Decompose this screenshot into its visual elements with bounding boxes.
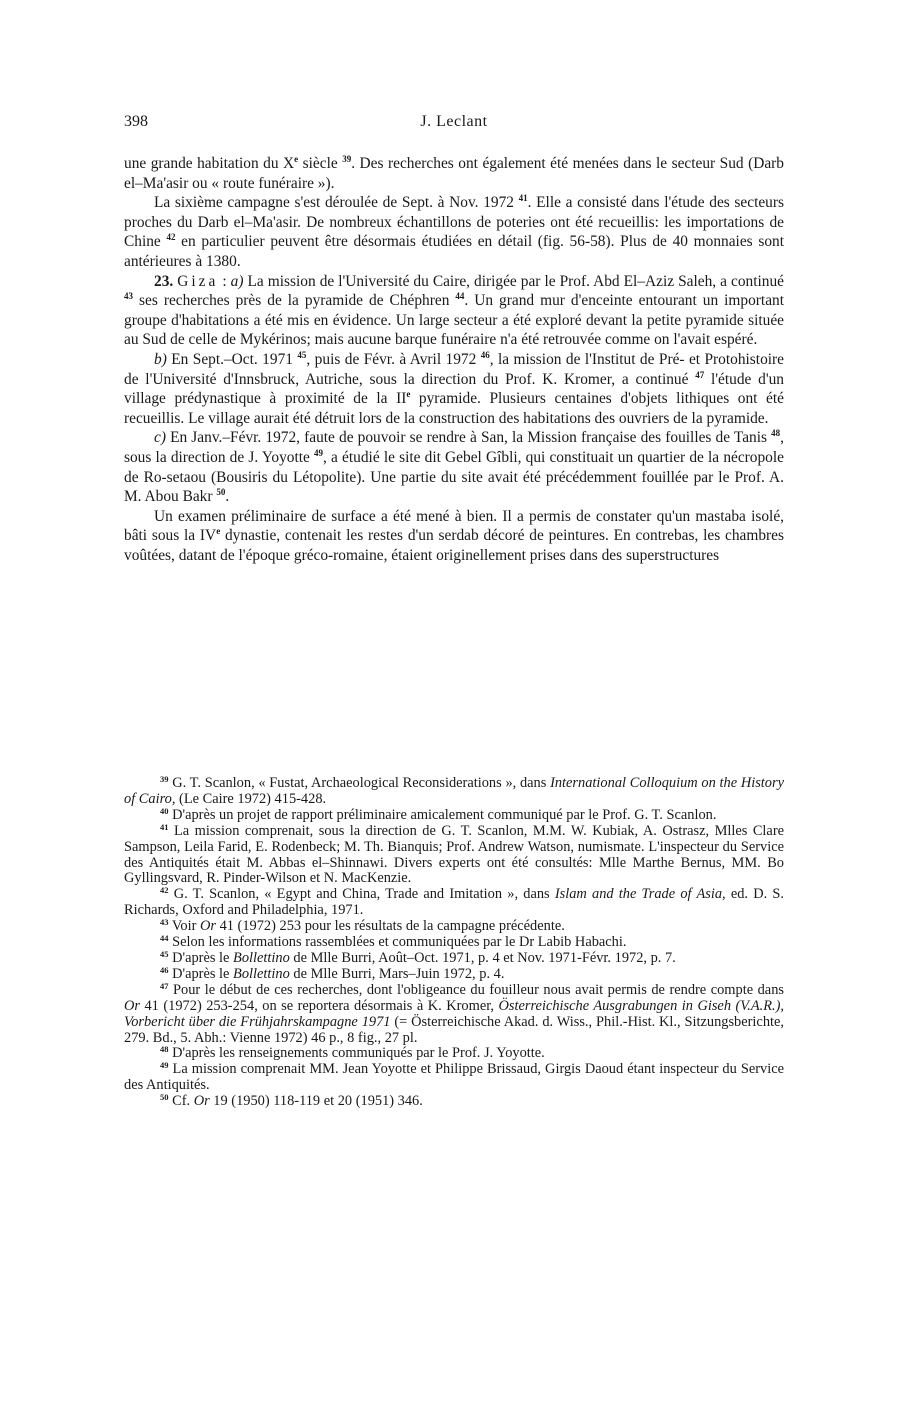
paragraph-6	[124, 507, 784, 566]
text-span: D'après les renseignements communiqués par le Prof. J. Yoyotte.	[168, 1045, 545, 1062]
italic-title: Or	[199, 918, 216, 935]
page-number: 398	[124, 113, 148, 130]
text-span: G. T. Scanlon, « Fustat, Archaeological Reconsiderations », dans	[168, 775, 551, 791]
italic-title: Österreichische Ausgrabungen in Giseh (V.A.R.), Vorbericht über die Frühjahrskampagne 1971	[124, 997, 784, 1030]
footnote-43	[124, 919, 784, 935]
footnote-number: 50	[160, 1092, 169, 1103]
text-span: Pour le début de ces recherches, dont l'obligeance du fouilleur nous avait permis de rendre compte dans	[168, 981, 784, 998]
footnote-46	[124, 964, 784, 983]
footnote-ref-46[interactable]: 46	[480, 349, 490, 360]
footnote-41	[124, 821, 784, 888]
italic-title: Or	[124, 997, 140, 1014]
footnote-ref-41[interactable]: 41	[518, 193, 528, 204]
text-span: de Mlle Burri, Mars–Juin 1972, p. 4.	[289, 965, 505, 982]
text-span: l'étude d'un village prédynastique à proximité de la II	[124, 370, 784, 408]
text-span: 41 (1972) 253 pour les résultats de la campagne précédente.	[215, 918, 565, 935]
text-span: de Mlle Burri, Août–Oct. 1971, p. 4 et Nov. 1971-Févr. 1972, p. 7.	[289, 949, 676, 966]
footnote-44	[124, 935, 784, 951]
footnote-ref-49[interactable]: 49	[314, 447, 324, 458]
text-span: . Elle a consisté dans l'étude des secteurs proches du Darb el–Ma'asir. De nombreux échantillons de poteries ont été recueillis: les importations de Chine	[124, 194, 784, 251]
footnote-50	[124, 1094, 784, 1110]
text-span: (Le Caire 1972) 415-428.	[175, 790, 327, 807]
footnote-45	[124, 948, 784, 967]
section-place: Giza	[177, 272, 219, 290]
footnote-ref-43[interactable]: 43	[124, 291, 133, 302]
italic-title: Bollettino	[233, 965, 290, 982]
text-span: 19 (1950) 118-119 et 20 (1951) 346.	[209, 1093, 423, 1110]
text-span: , la mission de l'Institut de Pré- et Protohistoire de l'Université d'Innsbruck, Autriche, sous la direction du Prof. K. Kromer, a continué	[124, 350, 784, 388]
superscript-e: e	[294, 154, 299, 164]
text-span: siècle	[298, 155, 343, 172]
superscript-e: e	[406, 389, 411, 400]
footnote-47	[124, 980, 784, 1047]
text-span: , a étudié le site dit Gebel Gîbli, qui constituait un quartier de la nécropole de Ro-setaou (Bousiris du Létopolite). Une partie du site avait été précédemment fouillée par le Prof. A. M. Abou Bakr	[124, 448, 784, 506]
footnote-number: 48	[160, 1044, 169, 1055]
text-span: . Un grand mur d'enceinte entourant un important groupe d'habitations a été mis en évidence. Un large secteur a été exploré devant la petite pyramide située au Sud de celle de Mykérinos; mais aucune barque funéraire n'a été retrouvée comme on l'avait espéré.	[124, 292, 784, 349]
text-span: en particulier peuvent être désormais étudiées en détail (fig. 56-58). Plus de 40 monnaies sont antérieures à 1380.	[124, 233, 784, 270]
italic-title: Islam and the Trade of Asia,	[554, 886, 726, 903]
footnote-ref-42[interactable]: 42	[166, 232, 176, 243]
footnote-ref-47[interactable]: 47	[695, 369, 705, 380]
text-span: , puis de Févr. à Avril 1972	[306, 350, 481, 368]
footnote-number: 47	[160, 980, 169, 991]
footnote-39	[124, 776, 784, 808]
section-number: 23.	[154, 272, 174, 290]
text-span: pyramide. Plusieurs centaines d'objets lithiques ont été recueillis. Le village aurait été détruit lors de la construction des habitations des ouvriers de la pyramide.	[124, 390, 784, 427]
text-span: D'après le	[168, 965, 234, 982]
item-label-c: c)	[154, 429, 166, 447]
footnote-number: 44	[160, 933, 169, 944]
text-span: . Des recherches ont également été menées dans le secteur Sud (Darb el–Ma'asir ou « route funéraire »).	[124, 155, 785, 192]
italic-title: International Colloquium on the History of Cairo,	[124, 775, 784, 807]
text-span: En Janv.–Févr. 1972, faute de pouvoir se rendre à San, la Mission française des fouilles de Tanis	[165, 429, 772, 447]
footnote-number: 46	[160, 964, 169, 975]
text-span: (= Österreichische Akad. d. Wiss., Phil.-Hist. Kl., Sitzungsberichte, 279. Bd., 5. Abh.: Vienne 1972) 46 p., 8 fig., 27 pl.	[124, 1013, 784, 1046]
footnote-ref-44[interactable]: 44	[455, 291, 465, 302]
text-span: La mission de l'Université du Caire, dirigée par le Prof. Abd El–Aziz Saleh, a continué	[243, 272, 784, 290]
footnote-number: 45	[160, 948, 169, 959]
footnote-ref-48[interactable]: 48	[771, 428, 781, 439]
footnote-49	[124, 1062, 784, 1094]
item-label-a: a)	[230, 272, 244, 290]
superscript-e: e	[216, 526, 221, 537]
footnote-number: 40	[160, 805, 169, 816]
text-span: dynastie, contenait les restes d'un serdab décoré de peintures. En contrebas, les chambres voûtées, datant de l'époque gréco-romaine, étaient originellement prises dans des superstructures	[124, 527, 784, 564]
footnote-number: 42	[160, 885, 169, 896]
text-span: La sixième campagne s'est déroulée de Sept. à Nov. 1972	[154, 194, 519, 212]
paragraph-1	[124, 154, 784, 193]
paragraph-4	[124, 350, 784, 428]
body-text	[124, 154, 784, 565]
text-span: .	[225, 488, 230, 506]
footnote-number: 39	[160, 774, 169, 784]
running-head: J. Leclant	[420, 113, 488, 130]
text-span: Cf.	[168, 1093, 194, 1110]
text-span: G. T. Scanlon, « Egypt and China, Trade and Imitation », dans	[168, 886, 555, 903]
text-span: D'après le	[168, 949, 234, 966]
page-header	[124, 113, 784, 137]
footnotes	[124, 776, 784, 1110]
paragraph-5	[124, 428, 784, 506]
italic-title: Bollettino	[233, 949, 290, 966]
footnote-number: 41	[160, 821, 169, 832]
text-span: :	[218, 272, 231, 290]
item-label-b: b)	[154, 350, 167, 368]
text-span: Un examen préliminaire de surface a été mené à bien. Il a permis de constater qu'un mastaba isolé, bâti sous la IV	[124, 507, 784, 545]
footnote-number: 49	[160, 1060, 169, 1071]
text-span: D'après un projet de rapport préliminaire amicalement communiqué par le Prof. G. T. Scanlon.	[168, 806, 717, 823]
footnote-48	[124, 1046, 784, 1062]
footnote-ref-50[interactable]: 50	[216, 487, 226, 498]
text-span: , sous la direction de J. Yoyotte	[124, 429, 784, 466]
text-span: Voir	[168, 918, 200, 935]
text-span: En Sept.–Oct. 1971	[166, 350, 298, 368]
footnote-ref-39[interactable]: 39	[342, 154, 352, 164]
paragraph-3	[124, 272, 784, 350]
text-span: La mission comprenait, sous la direction de G. T. Scanlon, M.M. W. Kubiak, A. Ostrasz, Mlles Clare Sampson, Leila Farid, E. Rodenbeck; M. Th. Bianquis; Prof. Andrew Watson, numismate. L'inspecteur du Service des Antiquités était M. Abbas el–Shinnawi. Divers experts ont été consultés: Mlle Marthe Bernus, MM. Bo Gyllingsvard, R. Pinder-Wilson et N. MacKenzie.	[124, 822, 784, 887]
text-span: ed. D. S. Richards, Oxford and Philadelphia, 1971.	[124, 886, 784, 919]
italic-title: Or	[193, 1093, 210, 1110]
text-span: Selon les informations rassemblées et communiquées par le Dr Labib Habachi.	[168, 934, 627, 951]
footnote-ref-45[interactable]: 45	[297, 349, 307, 360]
text-span: La mission comprenait MM. Jean Yoyotte et Philippe Brissaud, Girgis Daoud étant inspecteur du Service des Antiquités.	[124, 1061, 784, 1094]
footnote-number: 43	[160, 917, 169, 928]
text-span: ses recherches près de la pyramide de Chéphren	[133, 292, 456, 310]
text-span: 41 (1972) 253-254, on se reportera désormais à K. Kromer,	[140, 997, 499, 1014]
footnote-42	[124, 887, 784, 919]
text-span: une grande habitation du X	[124, 155, 295, 172]
footnote-40	[124, 805, 784, 824]
paragraph-2	[124, 193, 784, 271]
